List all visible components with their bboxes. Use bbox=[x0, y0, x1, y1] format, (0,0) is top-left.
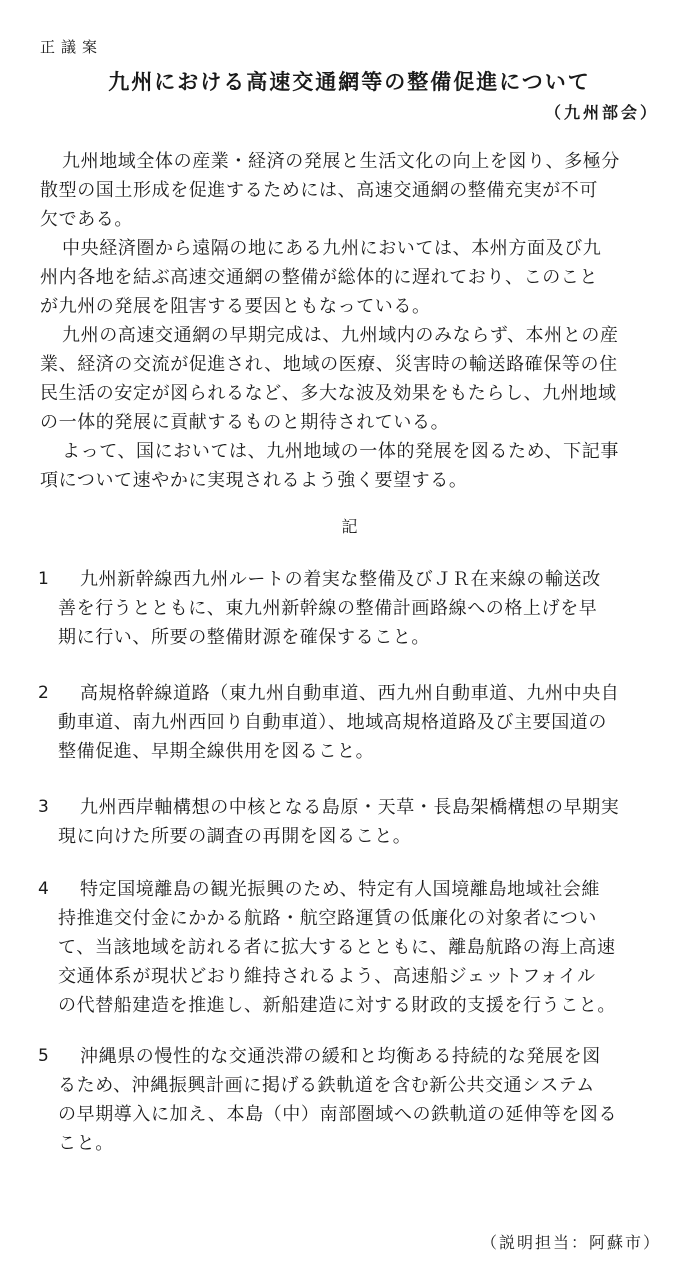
item-number: 5 bbox=[38, 1046, 49, 1066]
item-number: 1 bbox=[38, 569, 49, 589]
text-line: 業、経済の交流が促進され、地域の医療、災害時の輸送路確保等の住 bbox=[40, 354, 618, 375]
intro-paragraph-4 bbox=[40, 437, 670, 495]
text-line: て、当該地域を訪れる者に拡大するとともに、離島航路の海上高速 bbox=[58, 937, 616, 958]
text-line: るため、沖縄振興計画に掲げる鉄軌道を含む新公共交通システム bbox=[58, 1075, 595, 1096]
text-line: が九州の発展を阻害する要因ともなっている。 bbox=[40, 296, 431, 317]
text-line: よって、国においては、九州地域の一体的発展を図るため、下記事 bbox=[62, 441, 619, 462]
text-line: 九州の高速交通網の早期完成は、九州域内のみならず、本州との産 bbox=[62, 325, 619, 346]
intro-paragraph-2 bbox=[40, 234, 670, 321]
text-line: 交通体系が現状どおり維持されるよう、高速船ジェットフォイル bbox=[58, 966, 596, 987]
text-line: 散型の国土形成を促進するためには、高速交通網の整備充実が不可 bbox=[40, 180, 598, 201]
text-line: 中央経済圏から遠隔の地にある九州においては、本州方面及び九 bbox=[62, 238, 602, 259]
intro-paragraph-1 bbox=[40, 147, 670, 234]
text-line: 高規格幹線道路（東九州自動車道、西九州自動車道、九州中央自 bbox=[80, 683, 620, 704]
text-line: こと。 bbox=[58, 1133, 114, 1154]
text-line: の早期導入に加え、本島（中）南部圏域への鉄軌道の延伸等を図る bbox=[58, 1104, 618, 1125]
text-line: 沖縄県の慢性的な交通渋滞の緩和と均衡ある持続的な発展を図 bbox=[80, 1046, 601, 1067]
ki-heading: 記 bbox=[341, 517, 358, 536]
text-line: 整備促進、早期全線供用を図ること。 bbox=[58, 741, 375, 762]
text-line: 九州西岸軸構想の中核となる島原・天草・長島架橋構想の早期実 bbox=[80, 797, 620, 818]
text-line: 項について速やかに実現されるよう強く要望する。 bbox=[40, 470, 468, 491]
document-title: 九州における高速交通網等の整備促進について bbox=[108, 70, 591, 94]
document-label: 正議案 bbox=[40, 38, 104, 56]
item-number: 4 bbox=[38, 879, 49, 899]
text-line: 九州新幹線西九州ルートの着実な整備及びＪＲ在来線の輸送改 bbox=[80, 569, 601, 590]
text-line: 動車道、南九州西回り自動車道）、地域高規格道路及び主要国道の bbox=[58, 712, 607, 733]
text-line: 民生活の安定が図られるなど、多大な波及効果をもたらし、九州地域 bbox=[40, 383, 617, 404]
text-line: の代替船建造を推進し、新船建造に対する財政的支援を行うこと。 bbox=[58, 995, 616, 1016]
text-line: 善を行うとともに、東九州新幹線の整備計画路線への格上げを早 bbox=[58, 598, 598, 619]
text-line: 州内各地を結ぶ高速交通網の整備が総体的に遅れており、このこと bbox=[40, 267, 598, 288]
presenter-note: （説明担当：阿蘇市） bbox=[480, 1233, 661, 1252]
intro-paragraph-3 bbox=[40, 321, 670, 437]
text-line: 持推進交付金にかかる航路・航空路運賃の低廉化の対象者につい bbox=[58, 908, 598, 929]
document-subtitle: （九州部会） bbox=[544, 103, 659, 122]
item-number: 3 bbox=[38, 797, 49, 817]
text-line: 現に向けた所要の調査の再開を図ること。 bbox=[58, 826, 412, 847]
text-line: 欠である。 bbox=[40, 209, 133, 230]
text-line: 特定国境離島の観光振興のため、特定有人国境離島地域社会維 bbox=[80, 879, 601, 900]
text-line: 九州地域全体の産業・経済の発展と生活文化の向上を図り、多極分 bbox=[62, 151, 620, 172]
text-line: の一体的発展に貢献するものと期待されている。 bbox=[40, 412, 450, 433]
item-number: 2 bbox=[38, 683, 49, 703]
text-line: 期に行い、所要の整備財源を確保すること。 bbox=[58, 627, 430, 648]
